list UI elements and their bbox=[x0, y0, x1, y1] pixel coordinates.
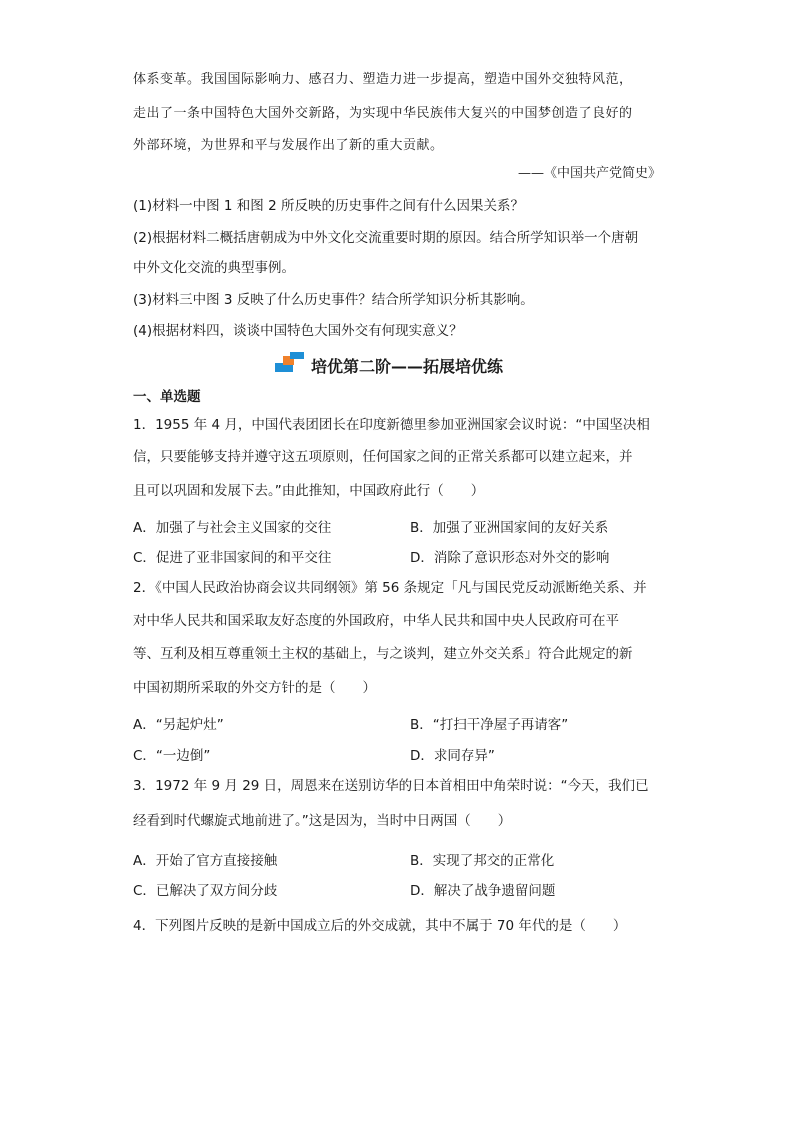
option-a[interactable]: A．“另起炉灶” bbox=[133, 717, 224, 733]
sub-question: 中外文化交流的典型事例。 bbox=[133, 260, 295, 276]
material-line: 外部环境，为世界和平与发展作出了新的重大贡献。 bbox=[133, 138, 444, 153]
question-line: 且可以巩固和发展下去。”由此推知，中国政府此行（ ） bbox=[133, 483, 485, 499]
option-a[interactable]: A．开始了官方直接接触 bbox=[133, 853, 278, 869]
question-line: 信，只要能够支持并遵守这五项原则，任何国家之间的正常关系都可以建立起来，并 bbox=[133, 449, 633, 465]
question-line: 3．1972 年 9 月 29 日，周恩来在送别访华的日本首相田中角荣时说：“今天，我们已 bbox=[133, 778, 649, 794]
question-line: 中国初期所采取的外交方针的是（ ） bbox=[133, 680, 376, 696]
question-line: 2．《中国人民政治协商会议共同纲领》第 56 条规定「凡与国民党反动派断绝关系、并 bbox=[133, 580, 647, 596]
question-line: 1．1955 年 4 月，中国代表团团长在印度新德里参加亚洲国家会议时说：“中国坚决相 bbox=[133, 417, 650, 433]
material-line: 走出了一条中国特色大国外交新路，为实现中华民族伟大复兴的中国梦创造了良好的 bbox=[133, 106, 633, 121]
sub-question: (4)根据材料四，谈谈中国特色大国外交有何现实意义？ bbox=[133, 323, 463, 339]
option-c[interactable]: C．“一边倒” bbox=[133, 748, 211, 764]
option-d[interactable]: D．解决了战争遗留问题 bbox=[410, 883, 556, 899]
material-line: 体系变革。我国国际影响力、感召力、塑造力进一步提高，塑造中国外交独特风范， bbox=[133, 72, 633, 87]
section-logo-icon bbox=[275, 352, 305, 378]
question-line: 经看到时代螺旋式地前进了。”这是因为，当时中日两国（ ） bbox=[133, 813, 512, 829]
option-b[interactable]: B．实现了邦交的正常化 bbox=[410, 853, 555, 869]
section-heading: 一、单选题 bbox=[133, 389, 201, 405]
option-a[interactable]: A．加强了与社会主义国家的交往 bbox=[133, 520, 332, 536]
option-b[interactable]: B．“打扫干净屋子再请客” bbox=[410, 717, 569, 733]
question-line: 4．下列图片反映的是新中国成立后的外交成就，其中不属于 70 年代的是（ ） bbox=[133, 918, 627, 934]
material-source: ——《中国共产党简史》 bbox=[517, 166, 661, 181]
question-line: 等、互利及相互尊重领土主权的基础上，与之谈判，建立外交关系」符合此规定的新 bbox=[133, 646, 633, 662]
question-line: 对中华人民共和国采取友好态度的外国政府，中华人民共和国中央人民政府可在平 bbox=[133, 613, 619, 629]
section-title bbox=[275, 352, 503, 378]
option-d[interactable]: D．消除了意识形态对外交的影响 bbox=[410, 550, 610, 566]
sub-question: (2)根据材料二概括唐朝成为中外文化交流重要时期的原因。结合所学知识举一个唐朝 bbox=[133, 230, 639, 246]
option-c[interactable]: C．已解决了双方间分歧 bbox=[133, 883, 278, 899]
option-c[interactable]: C．促进了亚非国家间的和平交往 bbox=[133, 550, 332, 566]
section-title-text: 培优第二阶——拓展培优练 bbox=[311, 356, 504, 376]
sub-question: (3)材料三中图 3 反映了什么历史事件？结合所学知识分析其影响。 bbox=[133, 292, 534, 308]
option-b[interactable]: B．加强了亚洲国家间的友好关系 bbox=[410, 520, 609, 536]
option-d[interactable]: D．求同存异” bbox=[410, 748, 495, 764]
sub-question: (1)材料一中图 1 和图 2 所反映的历史事件之间有什么因果关系？ bbox=[133, 198, 524, 214]
